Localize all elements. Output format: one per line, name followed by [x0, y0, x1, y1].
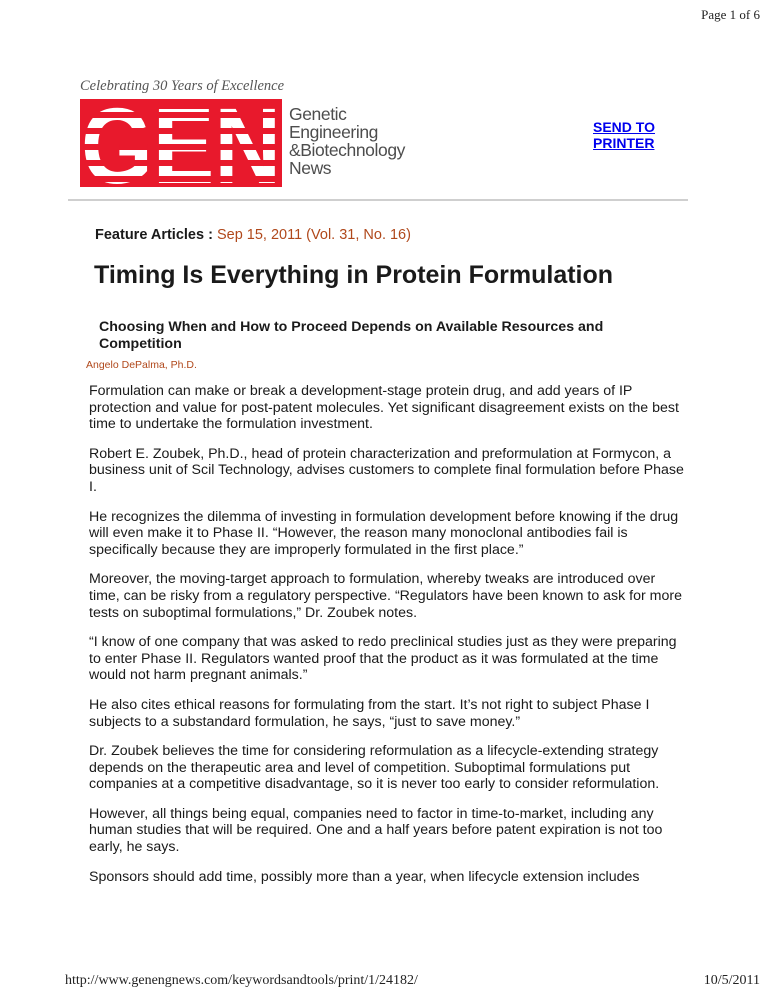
send-to-printer-line: SEND TO [593, 119, 655, 135]
article-paragraph: Moreover, the moving-target approach to formulation, whereby tweaks are introduced over time, can be risky from a regulatory perspective. “Regulators have been known to ask for more tests on suboptimal formulations,” Dr. Zoubek notes. [89, 571, 682, 621]
logo-wordmark [289, 105, 405, 177]
page-number: Page 1 of 6 [701, 7, 760, 22]
logo-word: Genetic [289, 104, 347, 124]
article-paragraph: Formulation can make or break a development-stage protein drug, and add years of IP protection and value for post-patent molecules. Yet significant disagreement exists on the best time to undertake the formulation investment. [89, 383, 679, 433]
article-meta [95, 227, 411, 243]
logo-tagline: Celebrating 30 Years of Excellence [80, 78, 285, 94]
section-label: Feature Articles : [95, 227, 213, 243]
footer-url: http://www.genengnews.com/keywordsandtools/print/1/24182/ [65, 973, 418, 988]
logo-word: &Biotechnology [289, 140, 406, 160]
article-title: Timing Is Everything in Protein Formulation [94, 261, 614, 289]
header-divider [68, 199, 688, 201]
send-to-printer-line: PRINTER [593, 135, 655, 151]
article-paragraph: Robert E. Zoubek, Ph.D., head of protein characterization and preformulation at Formycon, a business unit of Scil Technology, advises customers to complete final formulation before Phase I. [89, 445, 684, 495]
article-subtitle: Choosing When and How to Proceed Depends on Available Resources and Competition [99, 319, 604, 352]
article-paragraph: He recognizes the dilemma of investing in formulation development before knowing if the drug will even make it to Phase II. “However, the reason many monoclonal antibodies fail is specifically because they are improperly formulated in the first place.” [89, 508, 679, 558]
article-paragraph: Dr. Zoubek believes the time for considering reformulation as a lifecycle-extending strategy depends on the therapeutic area and level of competition. Suboptimal formulations put companies at a competitive disadvantage, so it is never too early to consider reformulation. [89, 743, 660, 793]
send-to-printer-link[interactable] [593, 119, 655, 151]
logo-word: Engineering [289, 122, 379, 142]
footer-date: 10/5/2011 [703, 973, 760, 988]
article-author: Angelo DePalma, Ph.D. [86, 359, 197, 371]
gen-logo [80, 78, 415, 188]
logo-word: News [289, 158, 332, 178]
article-date: Sep 15, 2011 (Vol. 31, No. 16) [216, 227, 411, 243]
article-paragraph: However, all things being equal, companies need to factor in time-to-market, including any human studies that will be required. One and a half years before patent expiration is not too early, he says. [89, 805, 663, 856]
gen-logo-mark [80, 99, 282, 187]
article-paragraph: Sponsors should add time, possibly more than a year, when lifecycle extension includes [89, 868, 640, 885]
article-body [89, 383, 689, 898]
article-paragraph: He also cites ethical reasons for formulating from the start. It’s not right to subject Phase I subjects to a substandard formulation, he says, “just to save money.” [89, 696, 650, 730]
article-paragraph: “I know of one company that was asked to redo preclinical studies just as they were preparing to enter Phase II. Regulators wanted proof that the product as it was formulated at the time would not harm pregnant animals.” [89, 634, 677, 684]
